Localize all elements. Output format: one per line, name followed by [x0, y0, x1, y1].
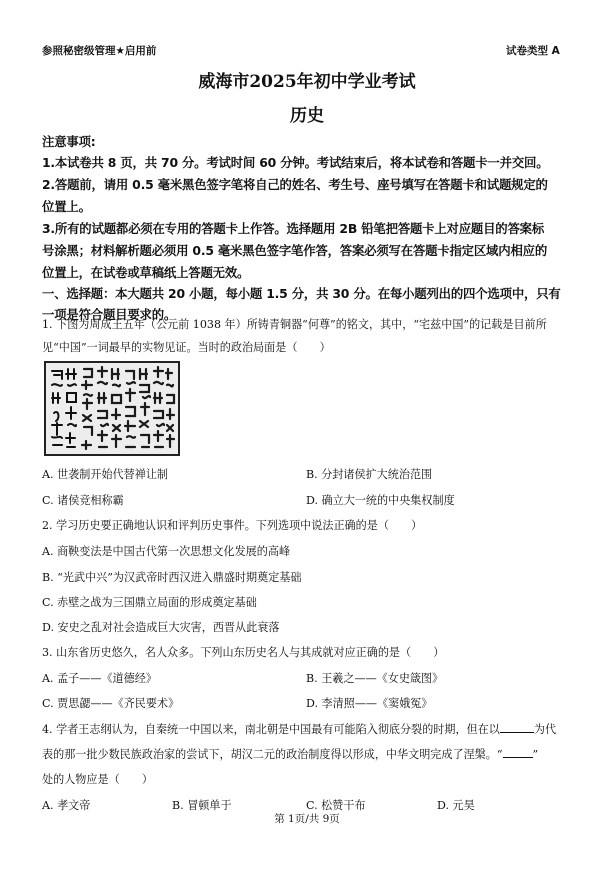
question-2-stem: 2. 学习历史要正确地认识和评判历史事件。下列选项中说法正确的是（ ） — [42, 519, 423, 532]
notice-line: 1.本试卷共 8 页，共 70 分。考试时间 60 分钟。考试结束后，将本试卷和答题卡一并交回。 — [42, 155, 549, 170]
option-1b: B. 分封诸侯扩大统治范围 — [306, 468, 433, 481]
notice-heading: 注意事项: — [42, 134, 96, 149]
option-2a: A. 商鞅变法是中国古代第一次思想文化发展的高峰 — [42, 545, 291, 558]
question-4-text: ” — [532, 748, 539, 761]
option-2b: B. “光武中兴”为汉武帝时西汉进入鼎盛时期奠定基础 — [42, 571, 302, 584]
option-3a: A. 孟子——《道德经》 — [42, 672, 157, 685]
section-heading: 一、选择题：本大题共 20 小题，每小题 1.5 分，共 30 分。在每小题列出的四个选项中，只有 — [42, 286, 561, 301]
option-3c: C. 贾思勰——《齐民要术》 — [42, 697, 180, 710]
option-1c: C. 诸侯竞相称霸 — [42, 494, 124, 507]
notice-line: 3.所有的试题都必须在专用的答题卡上作答。选择题用 2B 铅笔把答题卡上对应题目的答案标 — [42, 221, 545, 236]
option-4c: C. 松赞干布 — [306, 799, 366, 812]
section-heading-cont: 一项是符合题目要求的。 — [42, 307, 177, 322]
question-3-stem: 3. 山东省历史悠久，名人众多。下列山东历史名人与其成就对应正确的是（ ） — [42, 646, 445, 659]
question-4-stem-end: 处的人物应是（ ） — [42, 773, 153, 786]
paper-type-label: 试卷类型 A — [506, 45, 560, 57]
question-4-text: 4. 学者王志纲认为，自秦统一中国以来，南北朝是中国最有可能陷入彻底分裂的时期，但在以 — [42, 723, 500, 736]
question-1-stem: 1. 下图为周成王五年（公元前 1038 年）所铸青铜器“何尊”的铭文，其中，“宅兹中国”的记载是目前所 — [42, 318, 547, 331]
notice-line: 2.答题前，请用 0.5 毫米黑色签字笔将自己的姓名、考生号、座号填写在答题卡和试题规定的 — [42, 177, 548, 192]
option-2d: D. 安史之乱对社会造成巨大灾害，西晋从此衰落 — [42, 621, 280, 634]
bronze-inscription-image — [44, 361, 180, 456]
answer-blank — [503, 747, 533, 758]
confidential-label: 参照秘密级管理★启用前 — [42, 45, 157, 57]
option-3d: D. 李清照——《窦娥冤》 — [306, 697, 433, 710]
option-1a: A. 世袭制开始代替禅让制 — [42, 468, 169, 481]
exam-title: 威海市2025年初中学业考试 — [198, 72, 416, 92]
question-4-text: 表的那一批少数民族政治家的尝试下，胡汉二元的政治制度得以形成，中华文明完成了涅槃。“ — [42, 748, 503, 761]
question-4-stem — [42, 721, 556, 737]
option-4d: D. 元昊 — [437, 799, 475, 812]
option-2c: C. 赤壁之战为三国鼎立局面的形成奠定基础 — [42, 596, 257, 609]
option-3b: B. 王羲之——《女史箴图》 — [306, 672, 444, 685]
notice-line: 位置上。 — [42, 199, 91, 214]
notice-line: 位置上，在试卷或草稿纸上答题无效。 — [42, 265, 250, 280]
option-4b: B. 冒顿单于 — [172, 799, 232, 812]
question-1-stem-cont: 见“中国”一词最早的实物见证。当时的政治局面是（ ） — [42, 341, 331, 354]
page-number: 第 1页/共 9页 — [274, 813, 340, 825]
option-1d: D. 确立大一统的中央集权制度 — [306, 494, 455, 507]
notice-line: 号涂黑；材料解析题必须用 0.5 毫米黑色签字笔作答，答案必须写在答题卡指定区域内相应的 — [42, 243, 548, 258]
answer-blank — [500, 722, 534, 733]
option-4a: A. 孝文帝 — [42, 799, 91, 812]
subject-title: 历史 — [290, 106, 324, 126]
question-4-stem-cont — [42, 746, 538, 762]
question-4-text: 为代 — [533, 723, 557, 736]
